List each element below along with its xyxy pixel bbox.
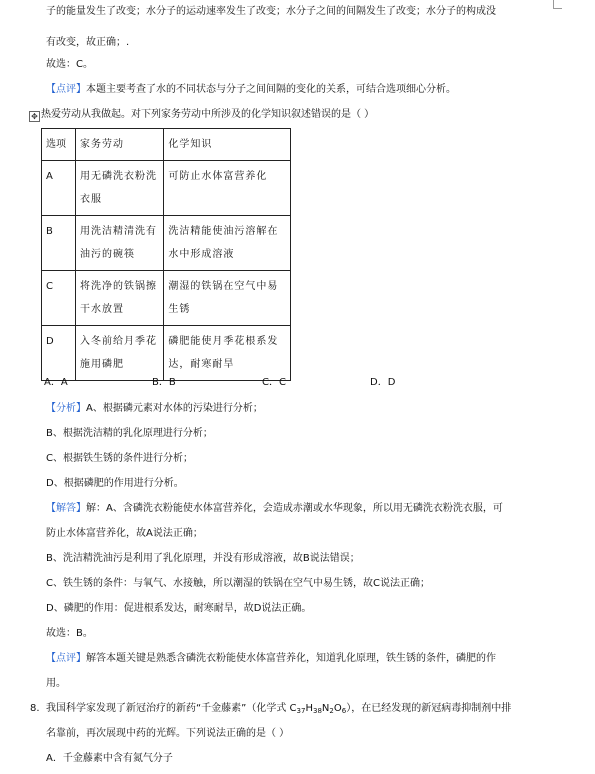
formula-part: N <box>321 703 330 714</box>
header-cell: 家务劳动 <box>75 129 163 161</box>
analysis-line: D、根据磷肥的作用进行分析。 <box>46 478 184 489</box>
comment-line: 用。 <box>46 678 66 689</box>
chore-cell: 用无磷洗衣粉洗衣服 <box>75 161 163 216</box>
chore-cell: 入冬前给月季花施用磷肥 <box>75 326 163 381</box>
analysis-line <box>46 402 263 416</box>
comment-text: 解答本题关键是熟悉含磷洗衣粉能使水体富营养化，知道乳化原理，铁生锈的条件，磷肥的作 <box>86 653 496 664</box>
analysis-line: C、根据铁生锈的条件进行分析； <box>46 453 193 464</box>
question-table <box>41 128 291 381</box>
question-text: 我国科学家发现了新冠治疗的新药“千金藤素”（化学式 C <box>46 703 297 714</box>
solution-tag: 【解答】 <box>46 503 86 514</box>
text-line: 子的能量发生了改变；水分子的运动速率发生了改变；水分子之间的间隔发生了改变；水分子的构成没 <box>46 6 496 17</box>
comment-tag: 【点评】 <box>46 653 86 664</box>
answer-option: B．B <box>152 377 176 388</box>
table-row <box>42 216 291 271</box>
analysis-text: A、根据磷元素对水体的污染进行分析； <box>86 403 263 414</box>
question-text: 热爱劳动从我做起。对下列家务劳动中所涉及的化学知识叙述错误的是（ ） <box>41 109 375 120</box>
solution-line: 防止水体富营养化，故A说法正确； <box>46 528 203 539</box>
solution-line: C、铁生锈的条件：与氧气、水接触，所以潮湿的铁锅在空气中易生锈，故C说法正确； <box>46 578 430 589</box>
subscript: 2 <box>329 707 334 715</box>
comment-tag: 【点评】 <box>46 84 86 95</box>
solution-line <box>46 502 503 516</box>
table-row <box>42 161 291 216</box>
chore-cell: 用洗洁精清洗有油污的碗筷 <box>75 216 163 271</box>
question-stem <box>41 108 374 122</box>
chore-cell: 将洗净的铁锅擦干水放置 <box>75 271 163 326</box>
table-row <box>42 326 291 381</box>
answer-option: D．D <box>370 377 396 388</box>
formula-part: O <box>333 703 342 714</box>
solution-line: D、磷肥的作用：促进根系发达，耐寒耐旱，故D说法正确。 <box>46 603 312 614</box>
option-cell: C <box>42 271 76 326</box>
text-line: 故选：C。 <box>46 59 93 70</box>
header-cell: 化学知识 <box>164 129 291 161</box>
comment-text: 本题主要考查了水的不同状态与分子之间间隔的变化的关系，可结合选项细心分析。 <box>86 84 456 95</box>
answer-option: A．A <box>44 377 68 388</box>
option-cell: A <box>42 161 76 216</box>
option-cell: D <box>42 326 76 381</box>
crop-mark <box>553 0 562 9</box>
question-number: 8. <box>30 703 40 714</box>
subscript: 38 <box>312 707 322 715</box>
analysis-tag: 【分析】 <box>46 403 86 414</box>
option-cell: B <box>42 216 76 271</box>
question-text: ），在已经发现的新冠病毒抑制剂中排 <box>346 703 512 714</box>
table-move-handle-icon[interactable]: ✥ <box>29 111 40 122</box>
conclusion-line: 故选：B。 <box>46 628 93 639</box>
knowledge-cell: 磷肥能使月季花根系发达，耐寒耐旱 <box>164 326 291 381</box>
analysis-line: B、根据洗洁精的乳化原理进行分析； <box>46 428 213 439</box>
formula-part: H <box>305 703 313 714</box>
question-stem <box>46 702 511 718</box>
text-line: 有改变，故正确；. <box>46 37 130 48</box>
answer-option: A．千金藤素中含有氮气分子 <box>46 753 173 764</box>
solution-line: B、洗洁精洗油污是利用了乳化原理，并没有形成溶液，故B说法错误； <box>46 553 360 564</box>
comment-line <box>46 652 496 666</box>
table-header-row <box>42 129 291 161</box>
table-row <box>42 271 291 326</box>
subscript: 6 <box>341 707 347 715</box>
solution-text: 解：A、含磷洗衣粉能使水体富营养化，会造成赤潮或水华现象，所以用无磷洗衣粉洗衣服，可 <box>86 503 503 514</box>
knowledge-cell: 可防止水体富营养化 <box>164 161 291 216</box>
question-stem: 名靠前，再次展现中药的光辉。下列说法正确的是（ ） <box>46 728 290 739</box>
answer-option: C．C <box>262 377 286 388</box>
knowledge-cell: 潮湿的铁锅在空气中易生锈 <box>164 271 291 326</box>
subscript: 37 <box>296 707 306 715</box>
knowledge-cell: 洗洁精能使油污溶解在水中形成溶液 <box>164 216 291 271</box>
header-cell: 选项 <box>42 129 76 161</box>
comment-line <box>46 83 456 97</box>
